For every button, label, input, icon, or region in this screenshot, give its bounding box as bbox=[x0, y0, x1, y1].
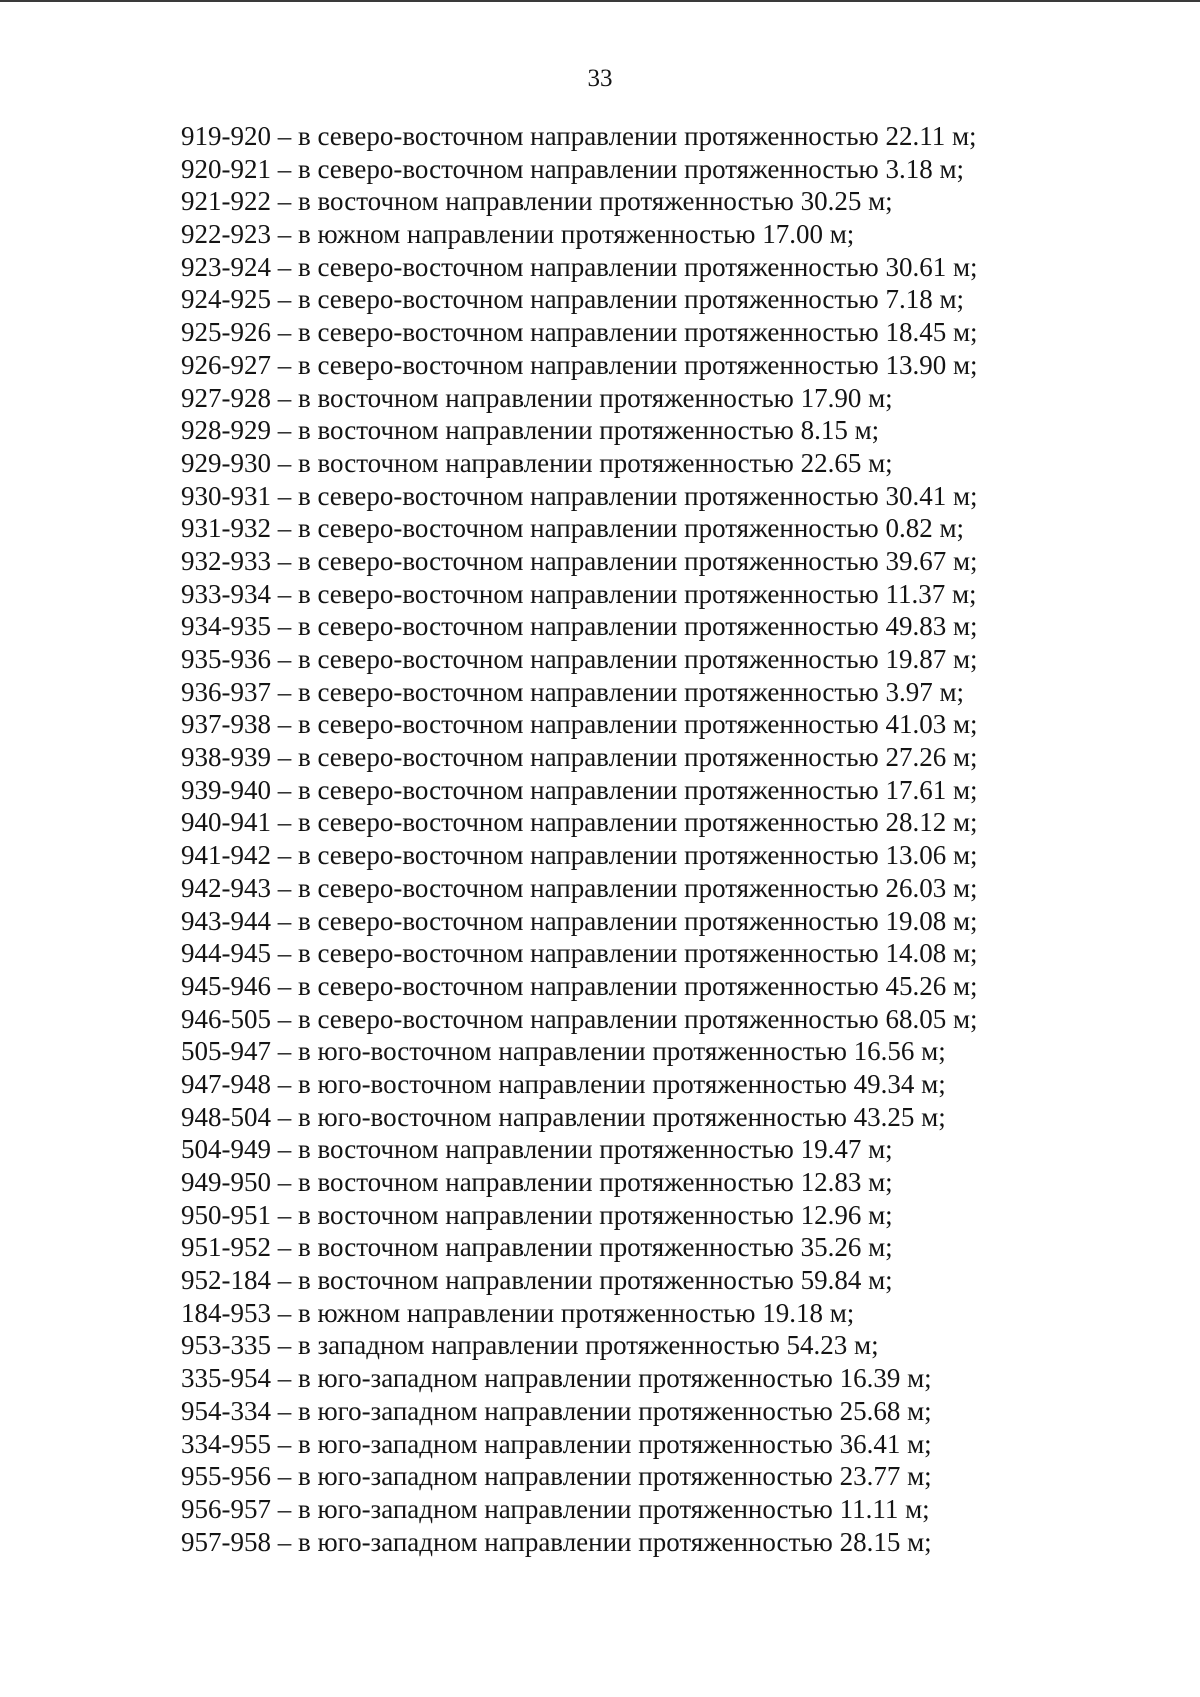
boundary-line-37: 184-953 – в южном направлении протяженностью 19.18 м; bbox=[181, 1297, 855, 1328]
scan-top-edge bbox=[0, 0, 1200, 2]
page-number: 33 bbox=[587, 65, 613, 92]
boundary-line-36: 952-184 – в восточном направлении протяженностью 59.84 м; bbox=[181, 1265, 893, 1296]
boundary-line-6: 924-925 – в северо-восточном направлении протяженностью 7.18 м; bbox=[181, 284, 965, 315]
boundary-line-44: 957-958 – в юго-западном направлении протяженностью 28.15 м; bbox=[181, 1526, 932, 1557]
boundary-line-19: 937-938 – в северо-восточном направлении протяженностью 41.03 м; bbox=[181, 709, 978, 740]
boundary-line-28: 946-505 – в северо-восточном направлении протяженностью 68.05 м; bbox=[181, 1003, 978, 1034]
boundary-line-3: 921-922 – в восточном направлении протяженностью 30.25 м; bbox=[181, 186, 893, 217]
boundary-line-4: 922-923 – в южном направлении протяженностью 17.00 м; bbox=[181, 219, 855, 250]
boundary-line-11: 929-930 – в восточном направлении протяженностью 22.65 м; bbox=[181, 447, 893, 478]
boundary-line-21: 939-940 – в северо-восточном направлении протяженностью 17.61 м; bbox=[181, 774, 978, 805]
boundary-line-29: 505-947 – в юго-восточном направлении протяженностью 16.56 м; bbox=[181, 1036, 946, 1067]
boundary-line-23: 941-942 – в северо-восточном направлении протяженностью 13.06 м; bbox=[181, 840, 978, 871]
boundary-line-41: 334-955 – в юго-западном направлении протяженностью 36.41 м; bbox=[181, 1428, 932, 1459]
boundary-line-38: 953-335 – в западном направлении протяженностью 54.23 м; bbox=[181, 1330, 879, 1361]
boundary-line-30: 947-948 – в юго-восточном направлении протяженностью 49.34 м; bbox=[181, 1068, 946, 1099]
boundary-line-33: 949-950 – в восточном направлении протяженностью 12.83 м; bbox=[181, 1167, 893, 1197]
boundary-line-22: 940-941 – в северо-восточном направлении протяженностью 28.12 м; bbox=[181, 807, 978, 838]
boundary-line-16: 934-935 – в северо-восточном направлении протяженностью 49.83 м; bbox=[181, 611, 978, 642]
boundary-line-2: 920-921 – в северо-восточном направлении протяженностью 3.18 м; bbox=[181, 153, 965, 184]
boundary-line-12: 930-931 – в северо-восточном направлении протяженностью 30.41 м; bbox=[181, 480, 978, 511]
boundary-line-13: 931-932 – в северо-восточном направлении протяженностью 0.82 м; bbox=[181, 513, 965, 544]
boundary-line-9: 927-928 – в восточном направлении протяженностью 17.90 м; bbox=[181, 382, 893, 413]
boundary-line-43: 956-957 – в юго-западном направлении протяженностью 11.11 м; bbox=[181, 1493, 930, 1524]
boundary-line-10: 928-929 – в восточном направлении протяженностью 8.15 м; bbox=[181, 415, 880, 446]
boundary-line-17: 935-936 – в северо-восточном направлении протяженностью 19.87 м; bbox=[181, 644, 978, 674]
boundary-line-15: 933-934 – в северо-восточном направлении протяженностью 11.37 м; bbox=[181, 578, 977, 609]
boundary-line-42: 955-956 – в юго-западном направлении протяженностью 23.77 м; bbox=[181, 1461, 932, 1492]
boundary-line-26: 944-945 – в северо-восточном направлении протяженностью 14.08 м; bbox=[181, 938, 978, 969]
boundary-line-40: 954-334 – в юго-западном направлении протяженностью 25.68 м; bbox=[181, 1395, 932, 1426]
boundary-line-14: 932-933 – в северо-восточном направлении протяженностью 39.67 м; bbox=[181, 545, 978, 576]
boundary-line-5: 923-924 – в северо-восточном направлении протяженностью 30.61 м; bbox=[181, 251, 978, 282]
boundary-segment-list bbox=[181, 120, 1081, 1558]
boundary-line-34: 950-951 – в восточном направлении протяженностью 12.96 м; bbox=[181, 1199, 893, 1230]
boundary-line-32: 504-949 – в восточном направлении протяженностью 19.47 м; bbox=[181, 1134, 893, 1165]
boundary-line-20: 938-939 – в северо-восточном направлении протяженностью 27.26 м; bbox=[181, 742, 978, 773]
boundary-line-39: 335-954 – в юго-западном направлении протяженностью 16.39 м; bbox=[181, 1363, 932, 1394]
boundary-line-35: 951-952 – в восточном направлении протяженностью 35.26 м; bbox=[181, 1232, 893, 1263]
boundary-line-24: 942-943 – в северо-восточном направлении протяженностью 26.03 м; bbox=[181, 872, 978, 903]
boundary-line-1: 919-920 – в северо-восточном направлении протяженностью 22.11 м; bbox=[181, 121, 977, 151]
boundary-line-27: 945-946 – в северо-восточном направлении протяженностью 45.26 м; bbox=[181, 970, 978, 1001]
boundary-line-31: 948-504 – в юго-восточном направлении протяженностью 43.25 м; bbox=[181, 1101, 946, 1132]
boundary-line-7: 925-926 – в северо-восточном направлении протяженностью 18.45 м; bbox=[181, 317, 978, 348]
boundary-line-18: 936-937 – в северо-восточном направлении протяженностью 3.97 м; bbox=[181, 676, 965, 707]
boundary-line-25: 943-944 – в северо-восточном направлении протяженностью 19.08 м; bbox=[181, 905, 978, 936]
boundary-line-8: 926-927 – в северо-восточном направлении протяженностью 13.90 м; bbox=[181, 349, 978, 380]
